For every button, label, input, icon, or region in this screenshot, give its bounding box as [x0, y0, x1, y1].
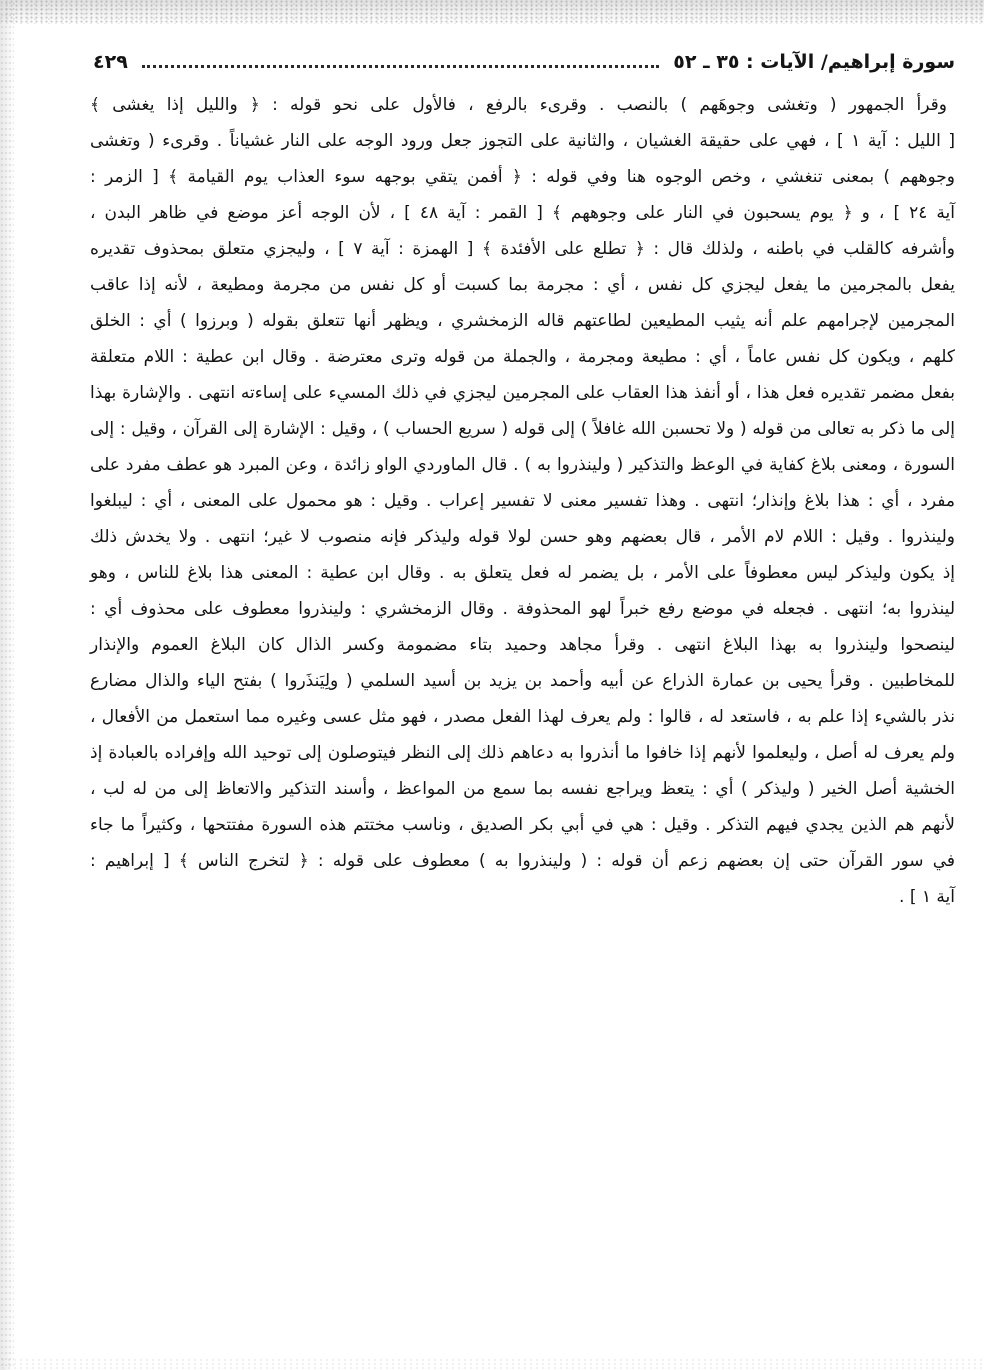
text-line: يفعل بالمجرمين ما يفعل ليجزي كل نفس ، أي : مجرمة بما كسبت أو كل نفس من مجرمة ومطيعة ، لأنه إذا عاقب [90, 275, 955, 295]
page-number: ٤٢٩ [93, 51, 128, 73]
text-line: إذ يكون وليذكر ليس معطوفاً على الأمر ، بل يضمر له فعل يتعلق به . وقال ابن عطية : المعنى هذا بلاغ للناس ، وهو [90, 563, 955, 583]
page-header [93, 48, 955, 76]
scan-noise-left [0, 0, 14, 1370]
text-line: لينذروا به؛ انتهى . فجعله في موضع رفع خبراً لهو المحذوفة . وقال الزمخشري : ولينذروا معطوف على محذوف أي : [90, 599, 955, 619]
text-line: في سور القرآن حتى إن بعضهم زعم أن قوله : ( ولينذروا به ) معطوف على قوله : ﴿ لتخرج الناس ﴾ [ إبراهيم : [90, 851, 955, 871]
text-line: لينصحوا ولينذروا به بهذا البلاغ انتهى . وقرأ مجاهد وحميد بتاء مضمومة وكسر الذال كان البلاغ العموم والإنذار [90, 635, 955, 655]
running-title: سورة إبراهيم/ الآيات : ٣٥ ـ ٥٢ [673, 51, 955, 73]
text-line: بفعل مضمر تقديره فعل هذا ، أو أنفذ هذا العقاب على المجرمين ليجزي في ذلك المسيء على إساءته انتهى . والإشارة بهذا [90, 383, 955, 403]
text-line: وقرأ الجمهور ( وتغشى وجوهَهم ) بالنصب . وقرىء بالرفع ، فالأول على نحو قوله : ﴿ والليل إذا يغشى ﴾ [90, 95, 947, 115]
text-line: ولينذروا . وقيل : اللام لام الأمر ، قال بعضهم وهو حسن لولا قوله وليذكر فإنه منصوب لا غير؛ انتهى . ولا يخدش ذلك [90, 527, 955, 547]
body-text [90, 87, 955, 915]
text-line: الخشية أصل الخير ( وليذكر ) أي : يتعظ ويراجع نفسه بما سمع من المواعظ ، وأسند التذكير والاتعاظ إلى من له لب ، [90, 779, 955, 799]
text-line: للمخاطبين . وقرأ يحيى بن عمارة الذراع عن أبيه وأحمد بن يزيد بن أسيد السلمي ( ولِيَنذَروا ) بفتح الياء والذال مضارع [90, 671, 955, 691]
text-line: السورة ، ومعنى بلاغ كفاية في الوعظ والتذكير ( ولينذروا به ) . قال الماوردي الواو زائدة ، وعن المبرد هو عطف مفرد على [90, 455, 955, 475]
text-line: وأشرفه كالقلب في باطنه ، ولذلك قال : ﴿ تطلع على الأفئدة ﴾ [ الهمزة : آية ٧ ] ، وليجزي متعلق بمحذوف تقديره [90, 239, 955, 259]
text-line: لأنهم هم الذين يجدي فيهم التذكر . وقيل : هي في أبي بكر الصديق ، وناسب مختتم هذه السورة مفتتحها ، وكثيراً ما جاء [90, 815, 955, 835]
text-line: آية ١ ] . [899, 887, 955, 907]
text-line: كلهم ، ويكون كل نفس عاماً ، أي : مطيعة ومجرمة ، والجملة من قوله وترى معترضة . وقال ابن عطية : اللام متعلقة [90, 347, 955, 367]
text-line: نذر بالشيء إذا علم به ، فاستعد له ، قالوا : ولم يعرف لهذا الفعل مصدر ، فهو مثل عسى وغيره مما استعمل من الأفعال ، [90, 707, 955, 727]
text-line: إلى ما ذكر به تعالى من قوله ( ولا تحسبن الله غافلاً ) إلى قوله ( سريع الحساب ) ، وقيل : الإشارة إلى القرآن ، وقيل : إلى [90, 419, 955, 439]
dot-leader [142, 65, 659, 68]
text-line: وجوههم ) بمعنى تنغشي ، وخص الوجوه هنا وفي قوله : ﴿ أفمن يتقي بوجهه سوء العذاب يوم القيامة ﴾ [ الزمر : [90, 167, 955, 187]
text-line: ولم يعرف له أصل ، وليعلموا لأنهم إذا خافوا ما أنذروا به دعاهم ذلك إلى النظر فيتوصلون إلى توحيد الله وإفراده بالعبادة إذ [90, 743, 955, 763]
text-line: [ الليل : آية ١ ] ، فهي على حقيقة الغشيان ، والثانية على التجوز جعل ورود الوجه على النار غشياناً . وقرىء ( وتغشى [90, 131, 955, 151]
scan-noise-bottom [0, 1358, 984, 1370]
scan-noise-top [0, 0, 984, 24]
text-line: مفرد ، أي : هذا بلاغ وإنذار؛ انتهى . وهذا تفسير معنى لا تفسير إعراب . وقيل : هو محمول على المعنى ، أي : ليبلغوا [90, 491, 955, 511]
text-line: المجرمين لإجرامهم علم أنه يثيب المطيعين لطاعتهم قاله الزمخشري ، ويظهر أنها تتعلق بقوله ( وبرزوا ) أي : الخلق [90, 311, 955, 331]
text-line: آية ٢٤ ] ، و ﴿ يوم يسحبون في النار على وجوههم ﴾ [ القمر : آية ٤٨ ] ، لأن الوجه أعز موضع في ظاهر البدن ، [90, 203, 955, 223]
